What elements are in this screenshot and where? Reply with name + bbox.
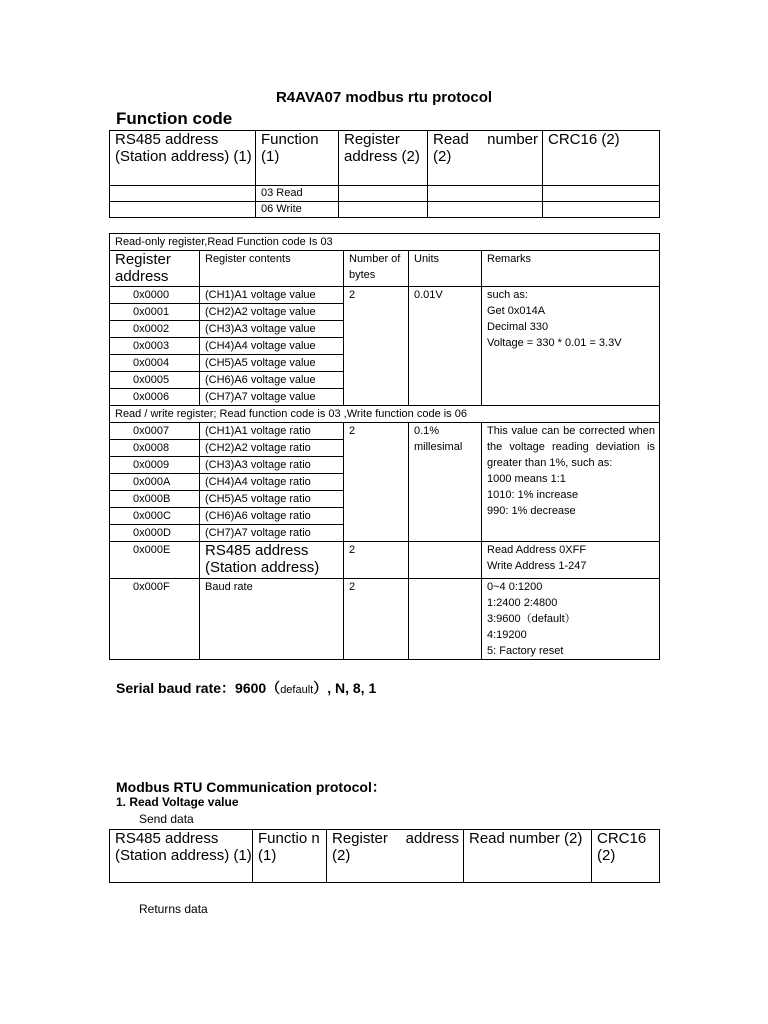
function-code-heading: Function code [116, 109, 233, 128]
rw-bytes: 2 [344, 423, 409, 542]
reg-content: (CH1)A1 voltage value [200, 287, 344, 304]
reg-content: (CH3)A3 voltage ratio [200, 457, 344, 474]
baud-remarks: 0~4 0:1200 1:2400 2:4800 3:9600（default） 4:19200 5: Factory reset [482, 579, 660, 660]
reg-content: (CH5)A5 voltage value [200, 355, 344, 372]
page-title: R4AVA07 modbus rtu protocol [275, 89, 493, 106]
reg-content: (CH4)A4 voltage ratio [200, 474, 344, 491]
reg-content-station: RS485 address (Station address) [200, 542, 344, 579]
serial-baud-rate: Serial baud rate：9600（default）, N, 8, 1 [116, 680, 377, 696]
reg-address: 0x000D [110, 525, 200, 542]
reg-address: 0x000A [110, 474, 200, 491]
reg-content: (CH6)A6 voltage value [200, 372, 344, 389]
reg-address: 0x000E [110, 542, 200, 579]
reg-header-contents: Register contents [200, 251, 344, 287]
reg-content: (CH7)A7 voltage value [200, 389, 344, 406]
reg-content-baud: Baud rate [200, 579, 344, 660]
readonly-units: 0.01V [409, 287, 482, 406]
function-code-table [109, 130, 660, 218]
send-data-label: Send data [139, 812, 194, 826]
reg-address: 0x0006 [110, 389, 200, 406]
send-header-function: Functio n (1) [253, 830, 327, 883]
baud-bytes: 2 [344, 579, 409, 660]
reg-address: 0x0002 [110, 321, 200, 338]
readonly-bytes: 2 [344, 287, 409, 406]
rw-units: 0.1% millesimal [409, 423, 482, 542]
reg-address: 0x000B [110, 491, 200, 508]
reg-address: 0x0009 [110, 457, 200, 474]
send-data-table [109, 829, 660, 883]
reg-address: 0x000F [110, 579, 200, 660]
readonly-section-title: Read-only register,Read Function code Is 03 [110, 234, 660, 251]
reg-address: 0x0005 [110, 372, 200, 389]
send-header-address: RS485 address (Station address) (1) [110, 830, 253, 883]
reg-address: 0x0000 [110, 287, 200, 304]
reg-header-address: Register address [110, 251, 200, 287]
fc-header-address: RS485 address (Station address) (1) [110, 131, 256, 186]
fc-code-write: 06 Write [256, 202, 339, 218]
rw-section-title: Read / write register; Read function code is 03 ,Write function code is 06 [110, 406, 660, 423]
returns-data-label: Returns data [139, 902, 208, 916]
reg-content: (CH6)A6 voltage ratio [200, 508, 344, 525]
register-table [109, 233, 660, 660]
fc-code-read: 03 Read [256, 186, 339, 202]
readonly-remarks: such as: Get 0x014A Decimal 330 Voltage = 330 * 0.01 = 3.3V [482, 287, 660, 406]
reg-content: (CH5)A5 voltage ratio [200, 491, 344, 508]
reg-address: 0x000C [110, 508, 200, 525]
reg-content: (CH4)A4 voltage value [200, 338, 344, 355]
send-header-crc: CRC16 (2) [592, 830, 660, 883]
reg-header-remarks: Remarks [482, 251, 660, 287]
station-remarks: Read Address 0XFF Write Address 1-247 [482, 542, 660, 579]
reg-address: 0x0007 [110, 423, 200, 440]
reg-header-units: Units [409, 251, 482, 287]
reg-content: (CH2)A2 voltage ratio [200, 440, 344, 457]
fc-header-register: Register address (2) [339, 131, 428, 186]
reg-address: 0x0003 [110, 338, 200, 355]
modbus-heading: Modbus RTU Communication protocol： [116, 779, 386, 795]
reg-address: 0x0001 [110, 304, 200, 321]
fc-header-crc: CRC16 (2) [543, 131, 660, 186]
reg-address: 0x0004 [110, 355, 200, 372]
reg-content: (CH7)A7 voltage ratio [200, 525, 344, 542]
reg-content: (CH3)A3 voltage value [200, 321, 344, 338]
reg-content: (CH1)A1 voltage ratio [200, 423, 344, 440]
rw-remarks: This value can be corrected when the voltage reading deviation is greater than 1%, such as: 1000 means 1:1 1010: 1% increase 990: 1% decrease [482, 423, 660, 542]
reg-address: 0x0008 [110, 440, 200, 457]
reg-content: (CH2)A2 voltage value [200, 304, 344, 321]
fc-header-read-number: Read number (2) [428, 131, 543, 186]
fc-header-function: Function (1) [256, 131, 339, 186]
reg-header-bytes: Number of bytes [344, 251, 409, 287]
send-header-read-number: Read number (2) [464, 830, 592, 883]
read-voltage-item: 1. Read Voltage value [116, 795, 239, 809]
station-bytes: 2 [344, 542, 409, 579]
send-header-register: Register address (2) [327, 830, 464, 883]
